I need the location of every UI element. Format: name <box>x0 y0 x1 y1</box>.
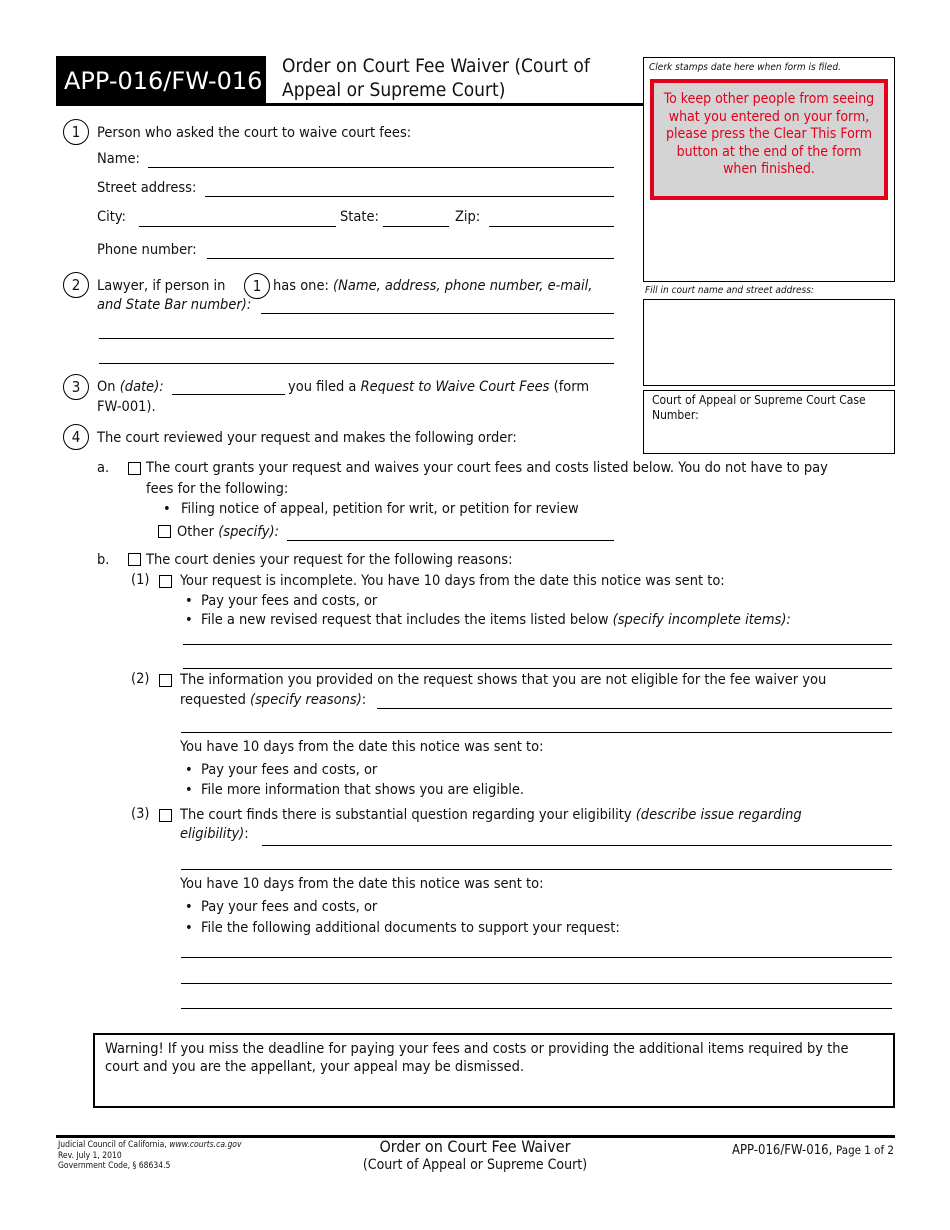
other-field[interactable] <box>287 540 614 541</box>
reason-2-line-2: requested (specify reasons): <box>180 692 367 708</box>
form-ref-a: (form <box>553 379 590 395</box>
warning-line-2: court and you are the appellant, your appeal may be dismissed. <box>105 1059 525 1075</box>
warning-box <box>93 1033 895 1108</box>
request-date-field[interactable] <box>172 394 285 395</box>
item-3-filed <box>288 378 589 396</box>
reason-2-requested: requested <box>180 692 246 708</box>
footer-page-number: Page 1 of 2 <box>836 1143 894 1157</box>
reason-1-bullet-2 <box>201 611 791 629</box>
date-label: (date): <box>119 379 164 395</box>
reason-3-line-1 <box>180 806 802 824</box>
city-label: City: <box>97 209 126 225</box>
reasons-field-2[interactable] <box>181 732 892 733</box>
other-checkbox[interactable] <box>158 525 171 538</box>
item-2-number: 2 <box>63 272 89 298</box>
deny-checkbox[interactable] <box>128 553 141 566</box>
bullet-dot: • <box>185 920 193 936</box>
footer-form-id: APP-016/FW-016, <box>731 1143 833 1158</box>
footer-code: Government Code, § 68634.5 <box>58 1161 171 1171</box>
other-specify: (specify): <box>218 524 279 540</box>
bullet-dot: • <box>185 899 193 915</box>
reason-3-hint: (describe issue regarding <box>635 807 802 823</box>
footer-title <box>300 1137 650 1175</box>
eligibility-field-1[interactable] <box>262 845 892 846</box>
documents-field-3[interactable] <box>181 1008 892 1009</box>
lawyer-label: Lawyer, if person in <box>97 278 226 294</box>
court-name-field[interactable] <box>643 299 895 386</box>
lawyer-details-hint: (Name, address, phone number, e-mail, <box>333 278 593 294</box>
form-ref-b: FW-001). <box>97 399 156 415</box>
item-1-number: 1 <box>63 119 89 145</box>
documents-field-1[interactable] <box>181 957 892 958</box>
reason-1-bullet-2-hint: (specify incomplete items): <box>612 612 791 628</box>
footer-website[interactable]: www.courts.ca.gov <box>169 1140 242 1150</box>
warning-line-1: Warning! If you miss the deadline for paying your fees and costs or providing the additional items required by the <box>105 1041 849 1057</box>
zip-field[interactable] <box>489 226 614 227</box>
name-field[interactable] <box>148 167 614 168</box>
reason-2-num: (2) <box>131 671 150 687</box>
footer-title-sub: (Court of Appeal or Supreme Court) <box>362 1157 588 1173</box>
bullet-dot: • <box>185 593 193 609</box>
header-rule <box>266 103 644 106</box>
reason-3-checkbox[interactable] <box>159 809 172 822</box>
grant-checkbox[interactable] <box>128 462 141 475</box>
item-4-number: 4 <box>63 424 89 450</box>
reason-3-line-2: eligibility): <box>180 826 249 842</box>
name-label: Name: <box>97 151 140 167</box>
item-1-heading: Person who asked the court to waive court fees: <box>97 125 412 141</box>
incomplete-items-field-2[interactable] <box>183 668 892 669</box>
lawyer-has-one: has one: <box>273 278 329 294</box>
reason-1-num: (1) <box>131 572 150 588</box>
incomplete-items-field-1[interactable] <box>183 644 892 645</box>
request-title: Request to Waive Court Fees <box>360 379 550 395</box>
reason-3-num: (3) <box>131 806 150 822</box>
reason-2-bullet-1: Pay your fees and costs, or <box>201 762 378 778</box>
reason-2-bullet-2: File more information that shows you are eligible. <box>201 782 525 798</box>
grant-bullet-1: Filing notice of appeal, petition for writ, or petition for review <box>181 501 579 517</box>
phone-field[interactable] <box>207 258 614 259</box>
reasons-field-1[interactable] <box>377 708 892 709</box>
clear-form-warning: To keep other people from seeing what you entered on your form, please press the Clear This Form button at the end of the form when finished. <box>650 79 888 200</box>
reason-1-bullet-2-text: File a new revised request that includes the items listed below <box>201 612 609 628</box>
bullet-dot: • <box>163 501 171 517</box>
form-title: Order on Court Fee Waiver (Court of Appeal or Supreme Court) <box>282 55 590 101</box>
item-2-text <box>97 277 225 295</box>
footer-council: Judicial Council of California, <box>58 1140 167 1150</box>
reason-2-checkbox[interactable] <box>159 674 172 687</box>
footer-page-info <box>660 1143 894 1158</box>
deny-heading: The court denies your request for the following reasons: <box>146 552 513 568</box>
state-field[interactable] <box>383 226 449 227</box>
grant-text-1: The court grants your request and waives your court fees and costs listed below. You do not have to pay <box>146 460 828 476</box>
bullet-dot: • <box>185 762 193 778</box>
item-4a-letter: a. <box>97 460 110 476</box>
reason-1-bullet-1: Pay your fees and costs, or <box>201 593 378 609</box>
item-2-ref-circle: 1 <box>244 273 270 299</box>
reason-1-checkbox[interactable] <box>159 575 172 588</box>
city-field[interactable] <box>139 226 336 227</box>
lawyer-field-2[interactable] <box>99 338 614 339</box>
item-3-number: 3 <box>63 374 89 400</box>
footer-title-main: Order on Court Fee Waiver <box>379 1137 571 1156</box>
reason-2-line-1: The information you provided on the request shows that you are not eligible for the fee waiver you <box>180 672 827 688</box>
lawyer-field-1[interactable] <box>261 313 614 314</box>
street-field[interactable] <box>205 196 614 197</box>
bullet-dot: • <box>185 782 193 798</box>
street-label: Street address: <box>97 180 197 196</box>
reason-3-bullet-2: File the following additional documents to support your request: <box>201 920 620 936</box>
item-3-on <box>97 378 164 396</box>
other-label <box>177 523 279 541</box>
clerk-stamp-label: Clerk stamps date here when form is filed. <box>649 62 841 73</box>
grant-text-2: fees for the following: <box>146 481 289 497</box>
reason-2-days: You have 10 days from the date this notice was sent to: <box>180 739 544 755</box>
reason-2-hint: (specify reasons) <box>250 692 362 708</box>
bullet-dot: • <box>185 612 193 628</box>
footer-meta <box>58 1140 242 1172</box>
reason-1-text: Your request is incomplete. You have 10 days from the date this notice was sent to: <box>180 573 725 589</box>
case-number-label: Court of Appeal or Supreme Court Case Number: <box>652 393 866 422</box>
item-2-text-b <box>273 277 592 295</box>
court-name-label: Fill in court name and street address: <box>645 285 814 296</box>
documents-field-2[interactable] <box>181 983 892 984</box>
eligibility-field-2[interactable] <box>181 869 892 870</box>
reason-3-days: You have 10 days from the date this notice was sent to: <box>180 876 544 892</box>
state-label: State: <box>340 209 379 225</box>
phone-label: Phone number: <box>97 242 197 258</box>
reason-3-text: The court finds there is substantial question regarding your eligibility <box>180 807 632 823</box>
item-4b-letter: b. <box>97 552 110 568</box>
lawyer-field-3[interactable] <box>99 363 614 364</box>
lawyer-details-hint-2: and State Bar number): <box>97 297 252 313</box>
footer-rev: Rev. July 1, 2010 <box>58 1150 122 1161</box>
on-label: On <box>97 379 116 395</box>
item-4-heading: The court reviewed your request and makes the following order: <box>97 430 517 446</box>
case-number-field[interactable] <box>643 390 895 454</box>
other-text: Other <box>177 524 215 540</box>
reason-3-bullet-1: Pay your fees and costs, or <box>201 899 378 915</box>
reason-3-hint-2: eligibility) <box>180 826 245 842</box>
form-id-badge: APP-016/FW-016 <box>56 56 266 106</box>
filed-text: you filed a <box>288 379 357 395</box>
zip-label: Zip: <box>455 209 481 225</box>
